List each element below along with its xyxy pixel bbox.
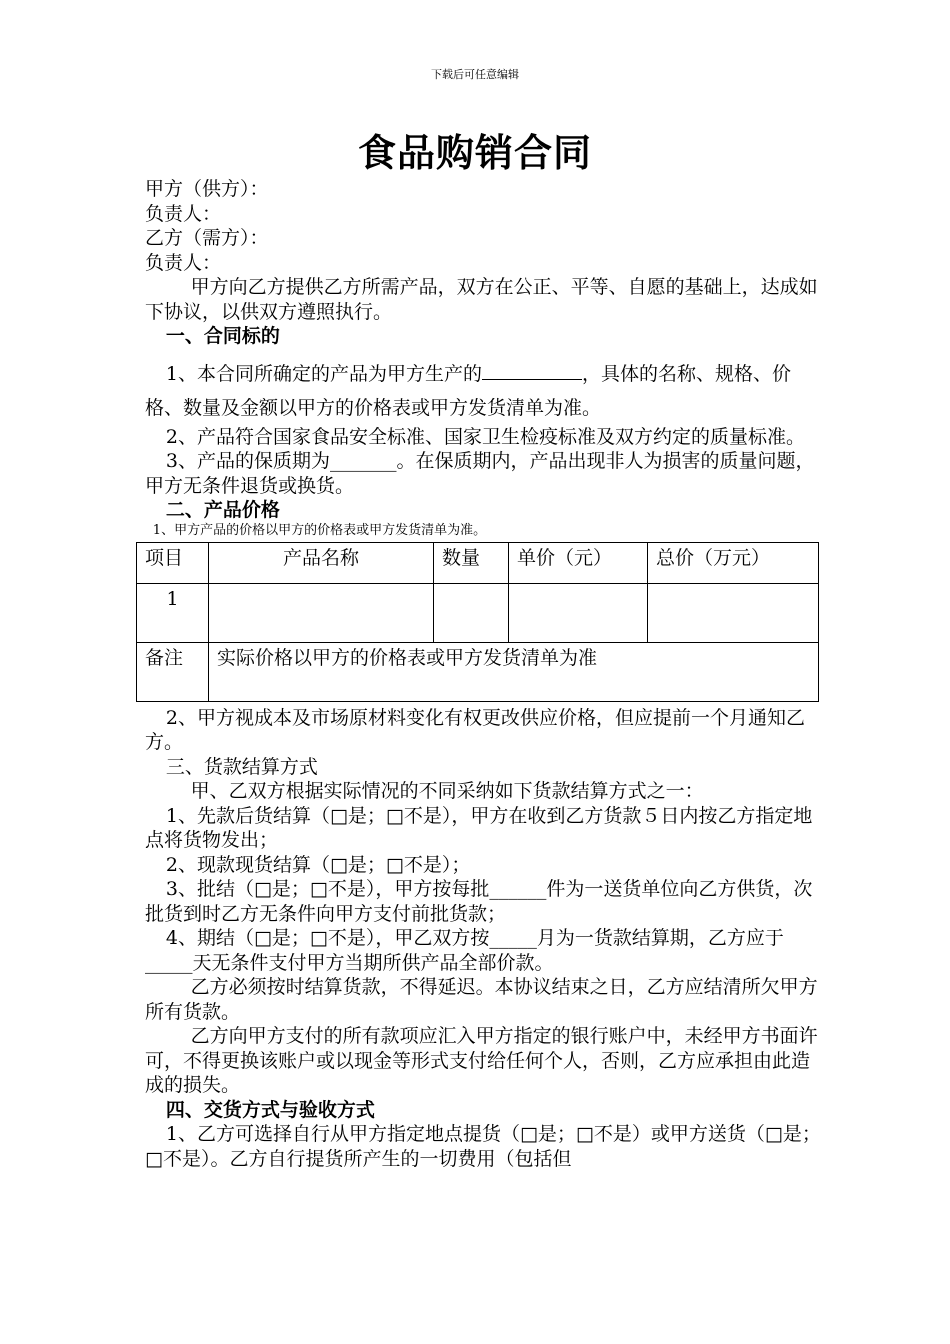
table-cell xyxy=(209,583,434,642)
table-header-cell: 数量 xyxy=(434,542,509,583)
section3-intro: 甲、乙双方根据实际情况的不同采纳如下货款结算方式之一： xyxy=(190,780,704,802)
party-b-line: 乙方（需方）： xyxy=(145,227,269,249)
table-header-row xyxy=(137,542,819,583)
table-remark-row xyxy=(137,642,819,701)
section1-heading: 一、合同标的 xyxy=(165,325,280,347)
table-row xyxy=(137,583,819,642)
section4-item1: 1、乙方可选择自行从甲方指定地点提货（□是；□不是）或甲方送货（□是；□不是）。乙方自行提货所产生的一切费用（包括但 xyxy=(145,1123,821,1170)
section3-para2: 乙方向甲方支付的所有款项应汇入甲方指定的银行账户中，未经甲方书面许可，不得更换该账户或以现金等形式支付给任何个人，否则，乙方应承担由此造成的损失。 xyxy=(145,1025,818,1096)
contract-body xyxy=(145,177,825,1171)
section3-item4: 4、期结（□是；□不是），甲乙双方按_____月为一货款结算期，乙方应于_____天无条件支付甲方当期所供产品全部价款。 xyxy=(145,927,784,974)
section3-item1: 1、先款后货结算（□是；□不是），甲方在收到乙方货款５日内按乙方指定地点将货物发出； xyxy=(145,804,813,851)
party-b-rep-line: 负责人： xyxy=(145,251,222,274)
section2-item2: 2、甲方视成本及市场原材料变化有权更改供应价格，但应提前一个月通知乙方。 xyxy=(145,706,805,753)
section2-note: 1、甲方产品的价格以甲方的价格表或甲方发货清单为准。 xyxy=(152,522,487,538)
table-cell: 1 xyxy=(137,583,209,642)
table-cell xyxy=(648,583,819,642)
table-header-cell: 项目 xyxy=(137,542,209,583)
table-header-cell: 单价（元） xyxy=(509,542,648,583)
price-table xyxy=(136,542,819,702)
section1-item1-pre: 1、本合同所确定的产品为甲方生产的 xyxy=(165,362,482,385)
section2-heading: 二、产品价格 xyxy=(165,499,280,521)
document-title: 食品购销合同 xyxy=(357,131,592,175)
section1-item3: 3、产品的保质期为_______。在保质期内，产品出现非人为损害的质量问题，甲方无条件退货或换货。 xyxy=(145,450,815,497)
remark-text: 实际价格以甲方的价格表或甲方发货清单为准 xyxy=(209,642,819,701)
table-cell xyxy=(509,583,648,642)
section3-para1: 乙方必须按时结算货款，不得延迟。本协议结束之日，乙方应结清所欠甲方所有货款。 xyxy=(145,976,818,1023)
table-header-cell: 产品名称 xyxy=(209,542,434,583)
party-a-line: 甲方（供方）： xyxy=(145,178,269,200)
section1-item2: 2、产品符合国家食品安全标准、国家卫生检疫标准及双方约定的质量标准。 xyxy=(165,425,805,448)
header-note: 下载后可任意编辑 xyxy=(431,68,519,81)
section3-heading xyxy=(145,755,825,780)
section4-heading: 四、交货方式与验收方式 xyxy=(165,1098,375,1121)
section3-item3: 3、批结（□是；□不是），甲方按每批______件为一送货单位向乙方供货，次批货到时乙方无条件向甲方支付前批货款； xyxy=(145,878,813,925)
remark-label: 备注 xyxy=(137,642,209,701)
intro-paragraph: 甲方向乙方提供乙方所需产品，双方在公正、平等、自愿的基础上，达成如下协议，以供双方遵照执行。 xyxy=(145,276,818,323)
party-a-rep-line: 负责人： xyxy=(145,202,222,225)
section3-heading-text: 三、货款结算方式 xyxy=(165,755,318,778)
table-cell xyxy=(434,583,509,642)
section1-item1 xyxy=(145,357,825,425)
section3-item2: 2、现款现货结算（□是；□不是）； xyxy=(165,853,471,876)
product-blank-line xyxy=(482,361,582,380)
table-header-cell: 总价（万元） xyxy=(648,542,819,583)
section1-item1-post: ，具体的名称、规格、价格、数量及金额以甲方的价格表或甲方发货清单为准。 xyxy=(145,362,791,419)
